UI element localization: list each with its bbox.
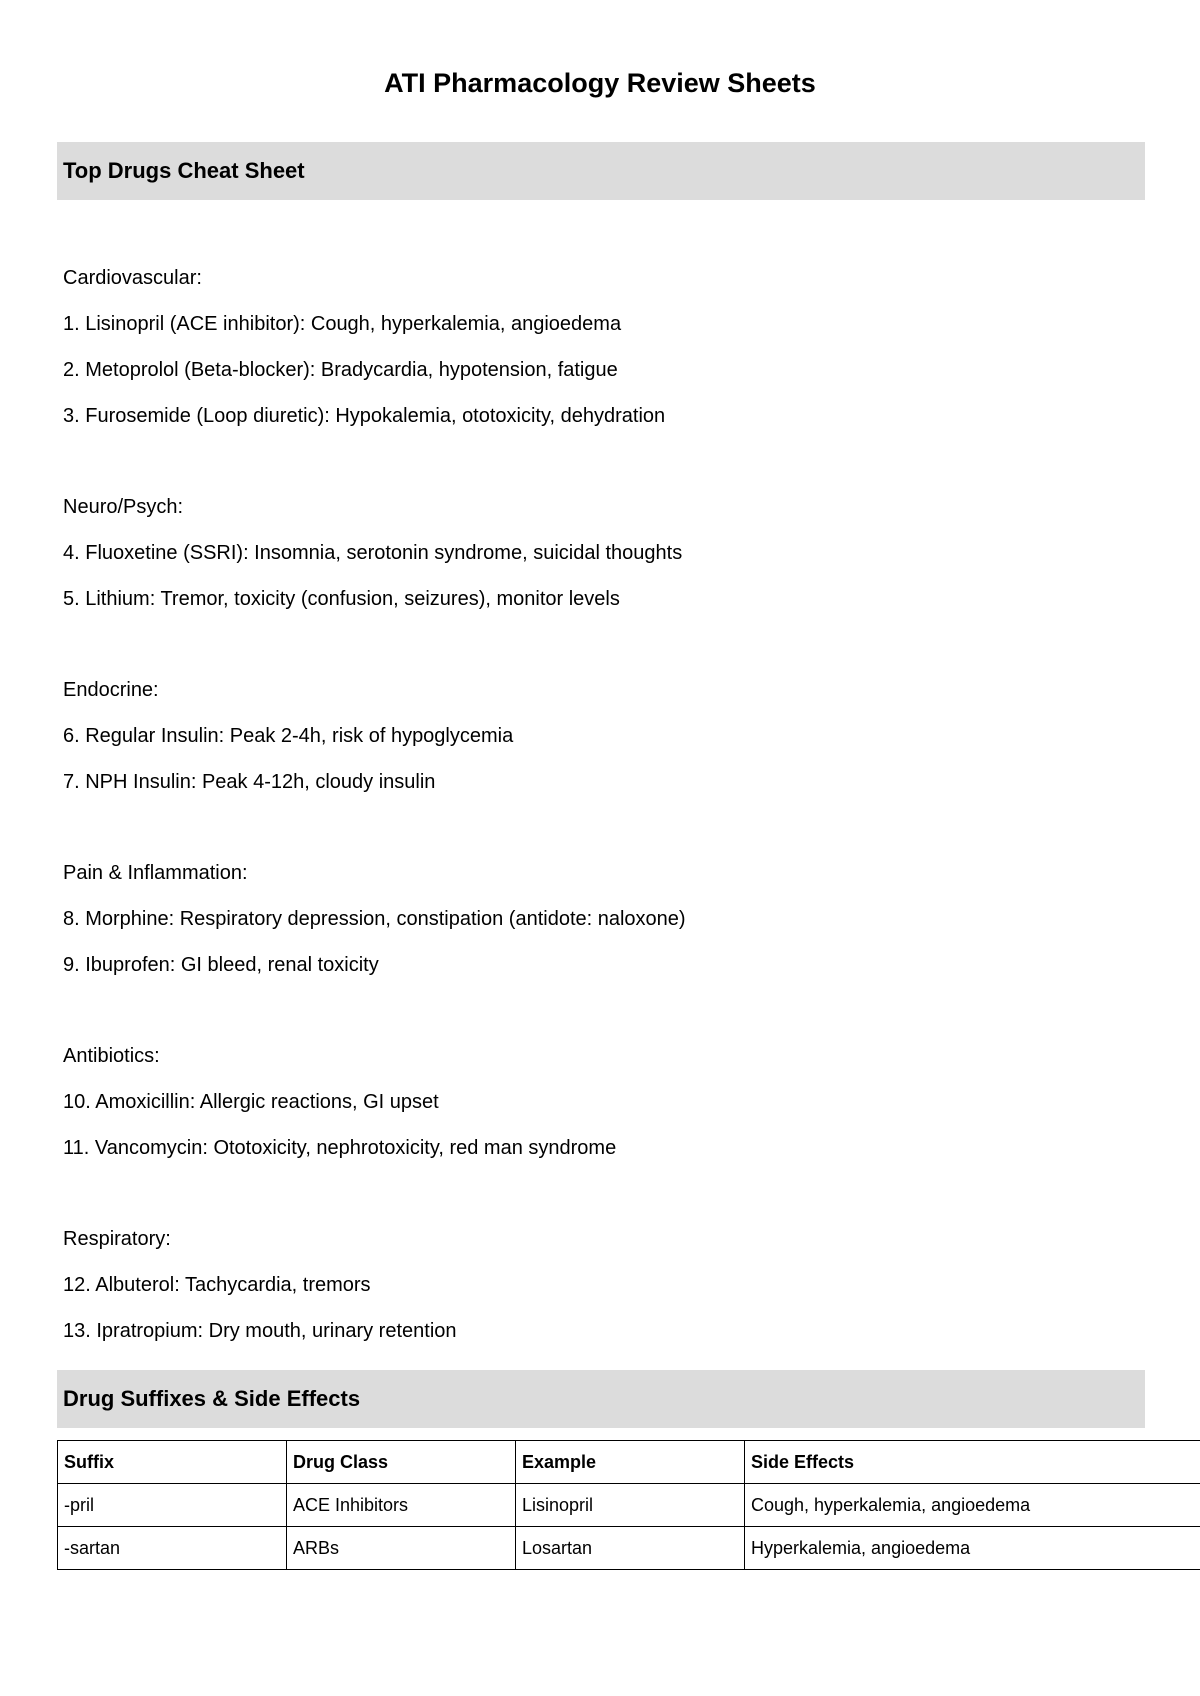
column-header-drug-class: Drug Class <box>287 1441 516 1484</box>
list-item: 1. Lisinopril (ACE inhibitor): Cough, hyperkalemia, angioedema <box>63 313 622 335</box>
list-item: 7. NPH Insulin: Peak 4-12h, cloudy insulin <box>63 771 436 793</box>
table-cell: Hyperkalemia, angioedema <box>745 1527 1200 1570</box>
suffix-table <box>57 1440 1200 1570</box>
table-cell: Losartan <box>516 1527 745 1570</box>
group-label-antibiotics: Antibiotics: <box>63 1045 160 1067</box>
list-item: 5. Lithium: Tremor, toxicity (confusion, seizures), monitor levels <box>63 588 620 610</box>
list-item: 8. Morphine: Respiratory depression, constipation (antidote: naloxone) <box>63 908 686 930</box>
table-cell: Lisinopril <box>516 1484 745 1527</box>
list-item: 13. Ipratropium: Dry mouth, urinary retention <box>63 1320 457 1342</box>
table-cell: ARBs <box>287 1527 516 1570</box>
section-heading-top-drugs: Top Drugs Cheat Sheet <box>57 142 1145 200</box>
table-cell: -pril <box>58 1484 287 1527</box>
column-header-example: Example <box>516 1441 745 1484</box>
page-title: ATI Pharmacology Review Sheets <box>384 68 816 98</box>
group-label-pain-inflammation: Pain & Inflammation: <box>63 862 248 884</box>
table-cell: -sartan <box>58 1527 287 1570</box>
group-label-endocrine: Endocrine: <box>63 679 159 701</box>
group-label-cardiovascular: Cardiovascular: <box>63 267 202 289</box>
table-cell: Cough, hyperkalemia, angioedema <box>745 1484 1200 1527</box>
list-item: 6. Regular Insulin: Peak 2-4h, risk of hypoglycemia <box>63 725 514 747</box>
list-item: 12. Albuterol: Tachycardia, tremors <box>63 1274 371 1296</box>
table-row <box>58 1484 1200 1527</box>
list-item: 10. Amoxicillin: Allergic reactions, GI upset <box>63 1091 439 1113</box>
column-header-suffix: Suffix <box>58 1441 287 1484</box>
table-header-row <box>58 1441 1200 1484</box>
list-item: 9. Ibuprofen: GI bleed, renal toxicity <box>63 954 379 976</box>
table-cell: ACE Inhibitors <box>287 1484 516 1527</box>
column-header-side-effects: Side Effects <box>745 1441 1200 1484</box>
section-heading-suffixes: Drug Suffixes & Side Effects <box>57 1370 1145 1428</box>
list-item: 4. Fluoxetine (SSRI): Insomnia, serotonin syndrome, suicidal thoughts <box>63 542 683 564</box>
group-label-neuro-psych: Neuro/Psych: <box>63 496 184 518</box>
list-item: 2. Metoprolol (Beta-blocker): Bradycardia, hypotension, fatigue <box>63 359 618 381</box>
list-item: 11. Vancomycin: Ototoxicity, nephrotoxicity, red man syndrome <box>63 1137 617 1159</box>
table-row <box>58 1527 1200 1570</box>
group-label-respiratory: Respiratory: <box>63 1228 171 1250</box>
list-item: 3. Furosemide (Loop diuretic): Hypokalemia, ototoxicity, dehydration <box>63 405 666 427</box>
